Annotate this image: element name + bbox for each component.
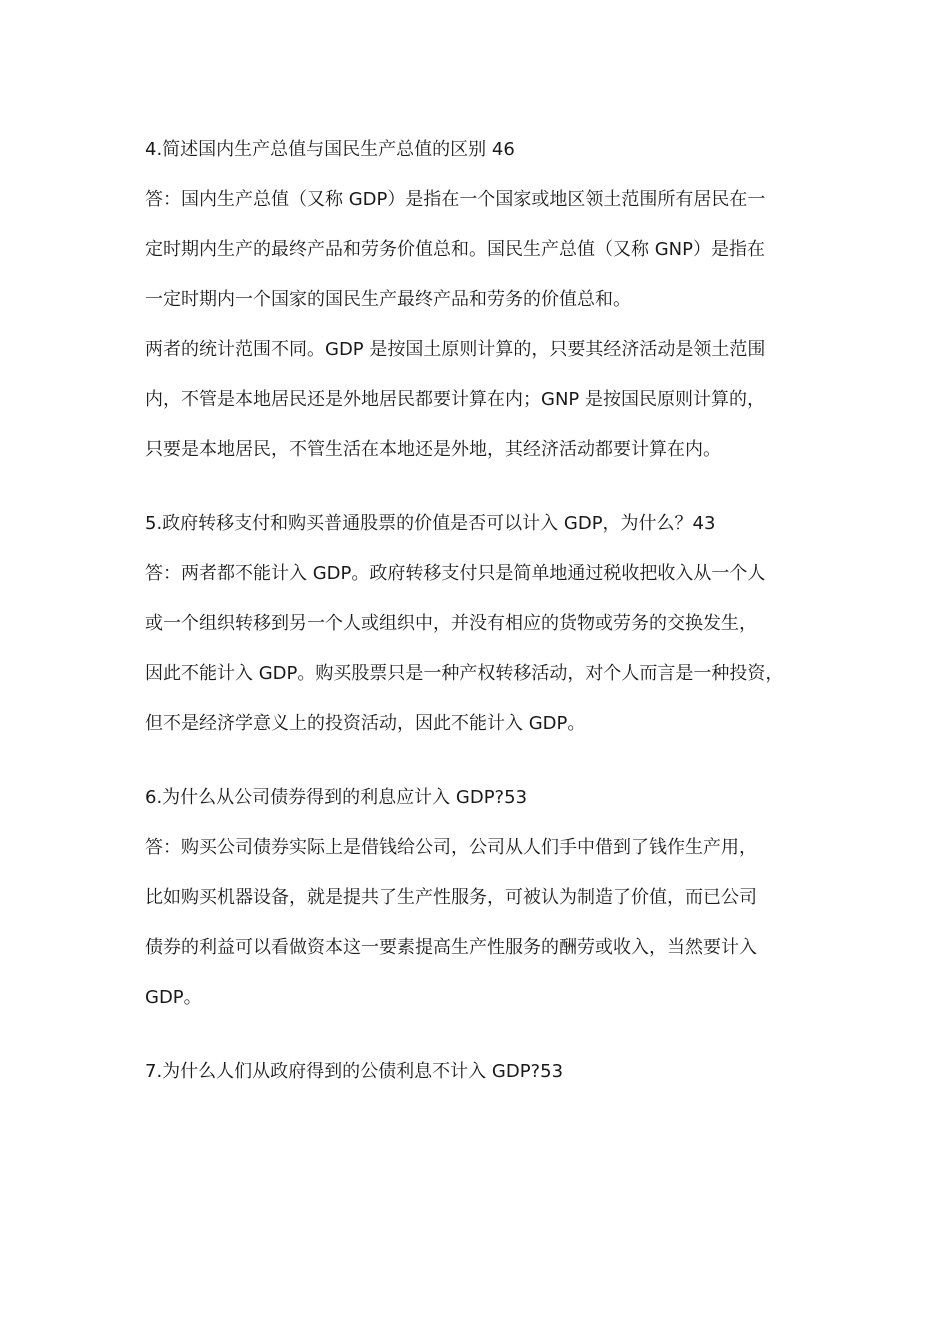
answer-4-line-6: 只要是本地居民，不管生活在本地还是外地，其经济活动都要计算在内。 xyxy=(145,439,721,460)
question-5-heading: 5.政府转移支付和购买普通股票的价值是否可以计入 GDP，为什么？43 xyxy=(145,513,716,534)
question-7-heading: 7.为什么人们从政府得到的公债利息不计入 GDP?53 xyxy=(145,1061,564,1082)
answer-6-line-2: 比如购买机器设备，就是提共了生产性服务，可被认为制造了价值，而已公司 xyxy=(145,887,757,908)
answer-6-line-3: 债券的利益可以看做资本这一要素提高生产性服务的酬劳或收入，当然要计入 xyxy=(145,937,757,958)
answer-4-line-5: 内，不管是本地居民还是外地居民都要计算在内；GNP 是按国民原则计算的， xyxy=(145,389,765,410)
answer-4-line-1: 答：国内生产总值（又称 GDP）是指在一个国家或地区领土范围所有居民在一 xyxy=(145,189,766,210)
question-6-heading: 6.为什么从公司债券得到的利息应计入 GDP?53 xyxy=(145,787,528,808)
answer-5-line-1: 答：两者都不能计入 GDP。政府转移支付只是简单地通过税收把收入从一个人 xyxy=(145,563,766,584)
answer-5-line-2: 或一个组织转移到另一个人或组织中，并没有相应的货物或劳务的交换发生， xyxy=(145,613,757,634)
question-4-heading: 4.简述国内生产总值与国民生产总值的区别 46 xyxy=(145,139,515,160)
answer-5-line-3: 因此不能计入 GDP。购买股票只是一种产权转移活动，对个人而言是一种投资， xyxy=(145,663,784,684)
answer-4-line-4: 两者的统计范围不同。GDP 是按国土原则计算的，只要其经济活动是领土范围 xyxy=(145,339,766,360)
answer-5-line-4: 但不是经济学意义上的投资活动，因此不能计入 GDP。 xyxy=(145,713,586,734)
answer-6-line-4: GDP。 xyxy=(145,987,202,1008)
answer-4-line-3: 一定时期内一个国家的国民生产最终产品和劳务的价值总和。 xyxy=(145,289,631,310)
answer-6-line-1: 答：购买公司债券实际上是借钱给公司，公司从人们手中借到了钱作生产用， xyxy=(145,837,757,858)
answer-4-line-2: 定时期内生产的最终产品和劳务价值总和。国民生产总值（又称 GNP）是指在 xyxy=(145,239,765,260)
